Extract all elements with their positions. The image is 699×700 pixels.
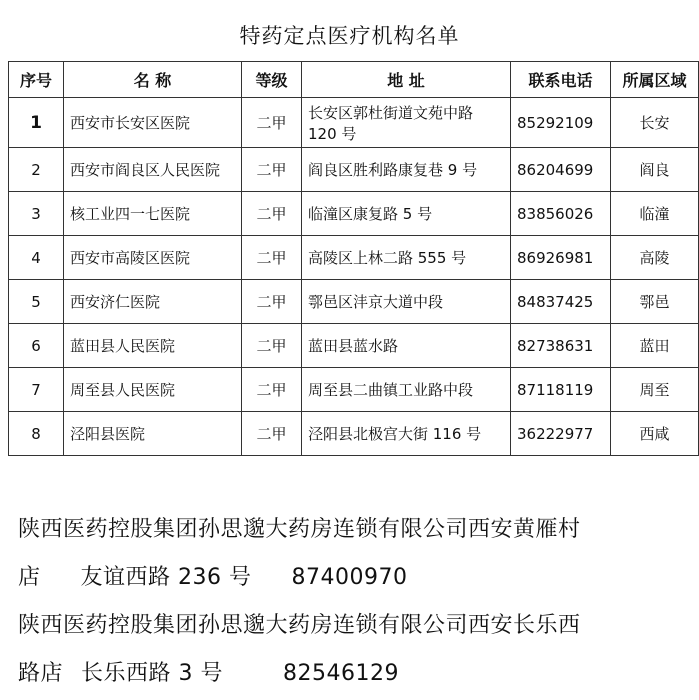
- column-header-address: 地 址: [302, 62, 511, 98]
- column-header-area: 所属区域: [611, 62, 699, 98]
- hospital-level: 二甲: [242, 324, 302, 368]
- hospital-level: 二甲: [242, 148, 302, 192]
- column-header-no: 序号: [9, 62, 64, 98]
- hospital-phone: 84837425: [511, 280, 611, 324]
- table-row: [9, 412, 699, 456]
- page-title: 特药定点医疗机构名单: [239, 24, 460, 48]
- hospital-name: 西安济仁医院: [64, 280, 242, 324]
- hospital-address: 鄠邑区沣京大道中段: [302, 280, 511, 324]
- table-row: [9, 236, 699, 280]
- pharmacy-1-name-line2: 店: [18, 565, 41, 590]
- hospital-phone: 87118119: [511, 368, 611, 412]
- hospital-area: 西咸: [611, 412, 699, 456]
- row-number: 8: [9, 412, 64, 456]
- hospital-area: 阎良: [611, 148, 699, 192]
- hospital-address: 临潼区康复路 5 号: [302, 192, 511, 236]
- row-number: 6: [9, 324, 64, 368]
- table-header-row: [9, 62, 699, 98]
- column-header-name: 名 称: [64, 62, 242, 98]
- hospital-phone: 86204699: [511, 148, 611, 192]
- pharmacy-1-line2: [18, 560, 407, 591]
- table-row: [9, 148, 699, 192]
- hospital-name: 泾阳县医院: [64, 412, 242, 456]
- hospital-area: 临潼: [611, 192, 699, 236]
- hospital-name: 西安市长安区医院: [64, 98, 242, 148]
- hospital-address: 长安区郭杜街道文苑中路 120 号: [302, 98, 511, 148]
- hospital-table: [8, 61, 699, 456]
- hospital-level: 二甲: [242, 368, 302, 412]
- pharmacy-2-name-line1: 陕西医药控股集团孙思邈大药房连锁有限公司西安长乐西: [18, 613, 581, 638]
- pharmacy-1-phone: 87400970: [291, 565, 408, 590]
- column-header-level: 等级: [242, 62, 302, 98]
- row-number: 4: [9, 236, 64, 280]
- pharmacy-2-phone: 82546129: [283, 661, 399, 686]
- pharmacy-2-line2: [18, 656, 399, 687]
- table-row: [9, 368, 699, 412]
- table-row: [9, 280, 699, 324]
- hospital-phone: 85292109: [511, 98, 611, 148]
- row-number: 5: [9, 280, 64, 324]
- hospital-name: 西安市阎良区人民医院: [64, 148, 242, 192]
- table-row: [9, 324, 699, 368]
- hospital-address: 蓝田县蓝水路: [302, 324, 511, 368]
- hospital-phone: 83856026: [511, 192, 611, 236]
- row-number: 1: [9, 98, 64, 148]
- hospital-level: 二甲: [242, 98, 302, 148]
- pharmacy-1-address: 友谊西路 236 号: [80, 565, 252, 590]
- hospital-phone: 86926981: [511, 236, 611, 280]
- hospital-name: 核工业四一七医院: [64, 192, 242, 236]
- pharmacy-1-name-line1: 陕西医药控股集团孙思邈大药房连锁有限公司西安黄雁村: [18, 517, 581, 542]
- pharmacy-2-address: 长乐西路 3 号: [81, 661, 223, 686]
- hospital-level: 二甲: [242, 236, 302, 280]
- column-header-phone: 联系电话: [511, 62, 611, 98]
- hospital-area: 蓝田: [611, 324, 699, 368]
- hospital-level: 二甲: [242, 280, 302, 324]
- hospital-address: 泾阳县北极宫大街 116 号: [302, 412, 511, 456]
- hospital-address: 周至县二曲镇工业路中段: [302, 368, 511, 412]
- row-number: 7: [9, 368, 64, 412]
- hospital-level: 二甲: [242, 192, 302, 236]
- table-row: [9, 192, 699, 236]
- pharmacy-2-name-line2: 路店: [18, 661, 64, 686]
- hospital-address: 高陵区上林二路 555 号: [302, 236, 511, 280]
- row-number: 2: [9, 148, 64, 192]
- hospital-phone: 36222977: [511, 412, 611, 456]
- row-number: 3: [9, 192, 64, 236]
- hospital-name: 蓝田县人民医院: [64, 324, 242, 368]
- hospital-name: 周至县人民医院: [64, 368, 242, 412]
- hospital-area: 高陵: [611, 236, 699, 280]
- hospital-name: 西安市高陵区医院: [64, 236, 242, 280]
- table-row: [9, 98, 699, 148]
- hospital-area: 鄠邑: [611, 280, 699, 324]
- hospital-address: 阎良区胜利路康复巷 9 号: [302, 148, 511, 192]
- hospital-area: 周至: [611, 368, 699, 412]
- hospital-phone: 82738631: [511, 324, 611, 368]
- hospital-area: 长安: [611, 98, 699, 148]
- hospital-level: 二甲: [242, 412, 302, 456]
